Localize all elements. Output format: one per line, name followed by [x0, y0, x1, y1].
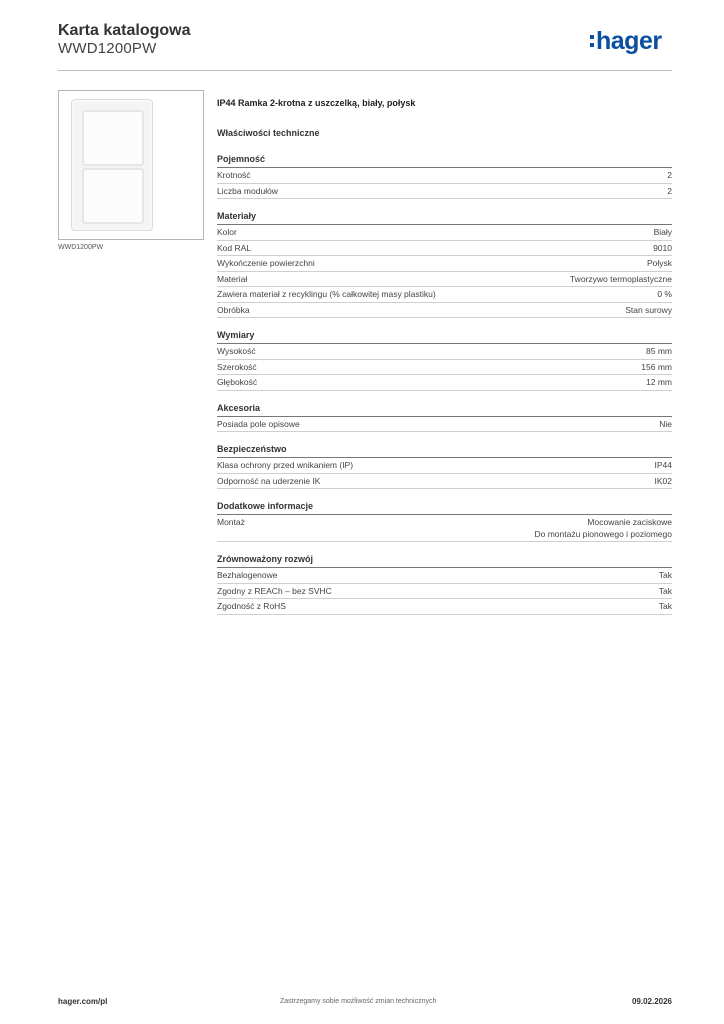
spec-value-line: Tworzywo termoplastyczne	[569, 273, 672, 284]
spec-value	[647, 258, 672, 270]
spec-label: Klasa ochrony przed wnikaniem (IP)	[217, 460, 354, 470]
spec-value	[657, 289, 672, 301]
spec-row	[217, 225, 672, 241]
spec-value	[653, 243, 672, 255]
logo-wordmark: hager	[596, 27, 662, 55]
spec-value	[659, 570, 672, 582]
spec-value-line: 12 mm	[646, 377, 672, 387]
spec-label: Zgodność z RoHS	[217, 601, 286, 611]
spec-value	[646, 346, 672, 358]
product-title: IP44 Ramka 2-krotna z uszczelką, biały, połysk	[217, 98, 416, 108]
spec-label: Odporność na uderzenie IK	[217, 475, 321, 486]
spec-value	[570, 274, 672, 286]
section-title: Wymiary	[217, 330, 672, 344]
spec-value	[655, 460, 673, 472]
spec-label: Bezhalogenowe	[217, 570, 278, 580]
spec-value-line: IK02	[654, 475, 672, 486]
spec-value	[641, 362, 672, 374]
spec-label: Głębokość	[217, 377, 258, 387]
spec-value-line: 0 %	[657, 289, 672, 299]
spec-label: Wysokość	[217, 346, 256, 356]
spec-value-line: Tak	[658, 585, 672, 596]
spec-section	[217, 444, 672, 489]
spec-value-line: Nie	[659, 418, 672, 429]
spec-label: Kod RAL	[217, 242, 252, 253]
spec-row	[217, 474, 672, 490]
spec-section	[217, 330, 672, 391]
section-title: Akcesoria	[217, 403, 672, 417]
spec-value	[654, 227, 672, 239]
spec-value-line: Stan surowy	[625, 304, 672, 315]
spec-row	[217, 458, 672, 474]
logo-dots-icon	[590, 35, 594, 47]
spec-value	[659, 601, 672, 613]
hager-logo	[590, 26, 662, 56]
product-code: WWD1200PW	[58, 40, 157, 57]
spec-section	[217, 403, 672, 433]
spec-row	[217, 241, 672, 257]
document-title: Karta katalogowa	[58, 22, 191, 39]
spec-value	[659, 586, 672, 598]
spec-row	[217, 375, 672, 391]
spec-row	[217, 360, 672, 376]
spec-value-line: IP44	[654, 460, 672, 470]
section-title: Pojemność	[217, 154, 672, 168]
spec-value	[659, 419, 672, 431]
spec-row	[217, 599, 672, 615]
section-title: Zrównoważony rozwój	[217, 554, 672, 568]
spec-label: Zawiera materiał z recyklingu (% całkowitej masy plastiku)	[217, 289, 436, 299]
spec-sections	[217, 154, 672, 615]
spec-value	[655, 476, 673, 488]
spec-section	[217, 154, 672, 199]
spec-row	[217, 417, 672, 433]
spec-row	[217, 256, 672, 272]
spec-value-line: Do montażu pionowego i poziomego	[534, 528, 672, 539]
spec-label: Liczba modułów	[217, 185, 278, 196]
header-divider	[58, 70, 672, 71]
spec-row	[217, 168, 672, 184]
double-frame-picture	[71, 99, 153, 231]
spec-value	[667, 170, 672, 182]
spec-value-line: Tak	[658, 601, 672, 611]
spec-section	[217, 211, 672, 318]
spec-value-line: 156 mm	[641, 361, 672, 372]
spec-row	[217, 584, 672, 600]
spec-value-line: Mocowanie zaciskowe	[587, 517, 672, 527]
footer-date: 09.02.2026	[631, 997, 672, 1006]
spec-label: Materiał	[217, 273, 248, 284]
spec-row	[217, 272, 672, 288]
spec-value-line: 2	[667, 185, 672, 196]
properties-heading: Właściwości techniczne	[217, 128, 320, 138]
spec-value-line: Połysk	[646, 258, 672, 268]
spec-label: Montaż	[217, 517, 245, 527]
spec-row	[217, 515, 672, 542]
spec-value-line: Biały	[653, 227, 672, 237]
section-title: Materiały	[217, 211, 672, 225]
spec-value	[534, 517, 672, 540]
spec-section	[217, 501, 672, 542]
footer-disclaimer: Zastrzegamy sobie możliwość zmian technicznych	[280, 998, 437, 1005]
spec-label: Szerokość	[217, 361, 257, 372]
spec-value	[667, 186, 672, 198]
spec-value-line: 9010	[653, 242, 672, 253]
section-title: Dodatkowe informacje	[217, 501, 672, 515]
spec-label: Obróbka	[217, 304, 250, 315]
spec-value	[646, 377, 672, 389]
spec-label: Zgodny z REACh – bez SVHC	[217, 585, 332, 596]
spec-row	[217, 344, 672, 360]
product-image	[58, 90, 204, 240]
spec-label: Wykończenie powierzchni	[217, 258, 315, 268]
spec-row	[217, 303, 672, 319]
spec-row	[217, 287, 672, 303]
spec-label: Posiada pole opisowe	[217, 418, 300, 429]
spec-value-line: 2	[667, 170, 672, 180]
spec-label: Krotność	[217, 170, 251, 180]
spec-content	[217, 98, 672, 615]
spec-row	[217, 184, 672, 200]
spec-section	[217, 554, 672, 615]
product-image-caption: WWD1200PW	[58, 244, 104, 251]
spec-label: Kolor	[217, 227, 237, 237]
spec-value-line: Tak	[658, 570, 672, 580]
section-title: Bezpieczeństwo	[217, 444, 672, 458]
spec-value-line: 85 mm	[646, 346, 672, 356]
spec-value	[625, 305, 672, 317]
footer-website[interactable]: hager.com/pl	[58, 997, 108, 1006]
spec-row	[217, 568, 672, 584]
